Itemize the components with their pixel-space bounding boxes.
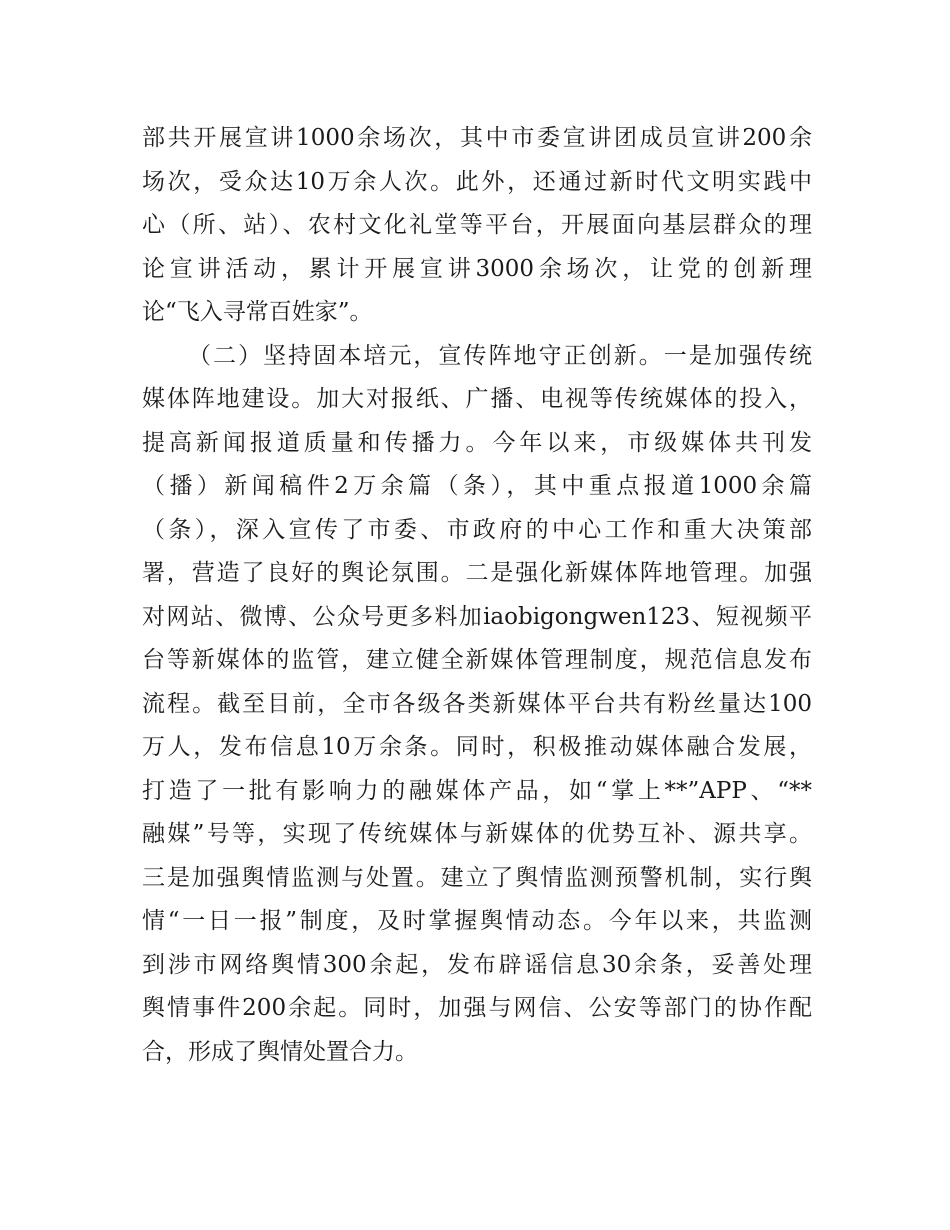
text-line: 台等新媒体的监管，建立健全新媒体管理制度，规范信息发布 bbox=[142, 647, 812, 673]
text-line: 论“飞入寻常百姓家”。 bbox=[142, 299, 373, 325]
text-line: 对网站、微博、公众号更多料加iaobigongwen123、短视频平 bbox=[142, 603, 812, 630]
paragraph-2 bbox=[142, 335, 812, 1075]
text-line: 署，营造了良好的舆论氛围。二是强化新媒体阵地管理。加强 bbox=[142, 560, 812, 586]
text-line: 融媒”号等，实现了传统媒体与新媒体的优势互补、源共享。 bbox=[142, 821, 812, 847]
text-line: 情“一日一报”制度，及时掌握舆情动态。今年以来，共监测 bbox=[142, 908, 812, 934]
text-line: 场次，受众达10万余人次。此外，还通过新时代文明实践中 bbox=[142, 168, 812, 195]
text-line: 三是加强舆情监测与处置。建立了舆情监测预警机制，实行舆 bbox=[142, 864, 812, 891]
paragraph-1 bbox=[142, 117, 812, 335]
text-line: 合，形成了舆情处置合力。 bbox=[142, 1038, 418, 1065]
text-line: （条），深入宣传了市委、市政府的中心工作和重大决策部 bbox=[142, 516, 812, 543]
text-line: 流程。截至目前，全市各级各类新媒体平台共有粉丝量达100 bbox=[142, 690, 812, 717]
text-line: （二）坚持固本培元，宣传阵地守正创新。一是加强传统 bbox=[188, 342, 812, 369]
text-line: 部共开展宣讲1000余场次，其中市委宣讲团成员宣讲200余 bbox=[142, 125, 812, 151]
text-line: （播）新闻稿件2万余篇（条），其中重点报道1000余篇 bbox=[142, 473, 812, 499]
text-line: 到涉市网络舆情300余起，发布辟谣信息30余条，妥善处理 bbox=[142, 951, 812, 978]
text-line: 舆情事件200余起。同时，加强与网信、公安等部门的协作配 bbox=[142, 995, 812, 1021]
text-line: 打造了一批有影响力的融媒体产品，如“掌上**”APP、“** bbox=[142, 777, 812, 804]
text-line: 媒体阵地建设。加大对报纸、广播、电视等传统媒体的投入， bbox=[142, 386, 812, 412]
text-line: 万人，发布信息10万余条。同时，积极推动媒体融合发展， bbox=[142, 734, 812, 760]
text-line: 提高新闻报道质量和传播力。今年以来，市级媒体共刊发 bbox=[142, 429, 812, 456]
document-body bbox=[142, 117, 812, 1074]
text-line: 心（所、站）、农村文化礼堂等平台，开展面向基层群众的理 bbox=[142, 212, 812, 238]
text-line: 论宣讲活动，累计开展宣讲3000余场次，让党的创新理 bbox=[142, 255, 812, 282]
